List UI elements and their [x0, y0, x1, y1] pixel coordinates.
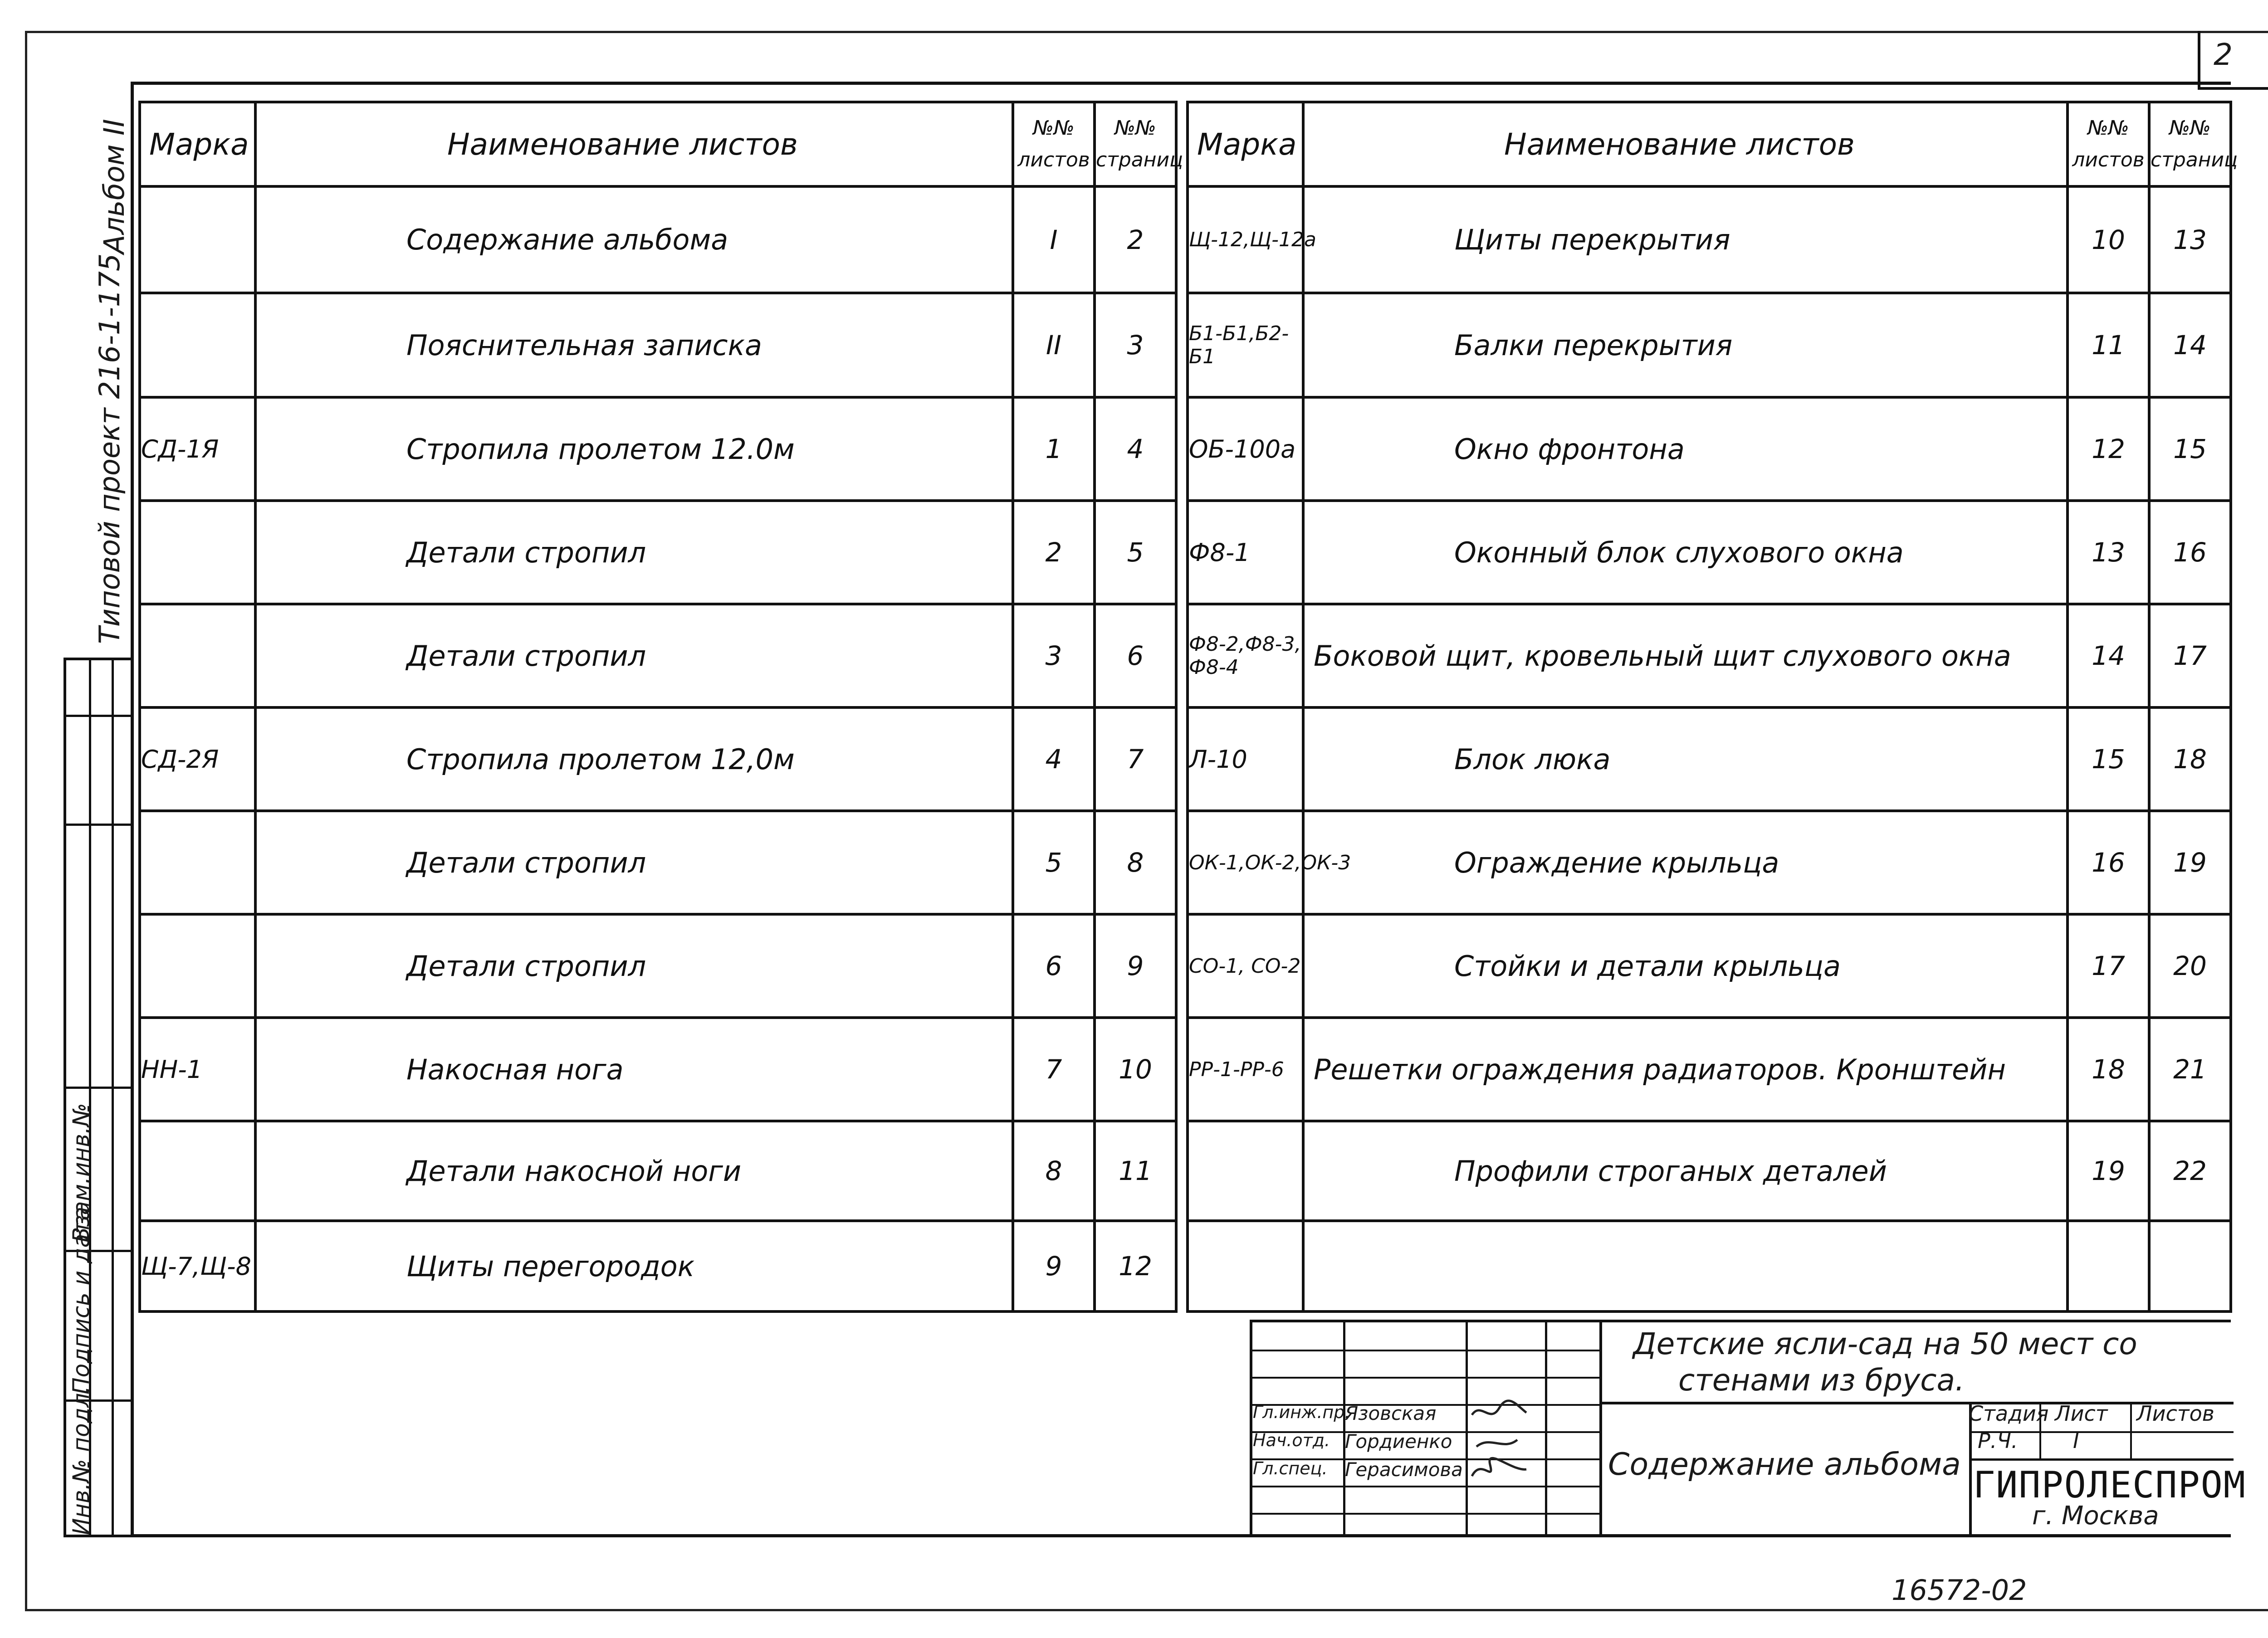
- row-mark: [140, 186, 255, 293]
- row-sheet-number: 6: [1013, 914, 1095, 1018]
- row-mark: [140, 811, 255, 914]
- row-mark: [140, 604, 255, 707]
- row-name: Окно фронтона: [1303, 397, 2068, 501]
- row-page-number: 21: [2149, 1018, 2231, 1121]
- person-name: Гордиенко: [1345, 1430, 1452, 1453]
- table-row: [1188, 1018, 2231, 1121]
- row-page-number: 16: [2149, 501, 2231, 604]
- row-mark: [140, 1121, 255, 1221]
- table-row: [140, 293, 1176, 397]
- sheet-label: Лист: [2055, 1401, 2108, 1426]
- row-sheet-number: 7: [1013, 1018, 1095, 1121]
- name-header: Наименование листов: [1303, 102, 2068, 186]
- row-page-number: 19: [2149, 811, 2231, 914]
- page-number: 2: [2214, 37, 2233, 72]
- row-name: Оконный блок слухового окна: [1303, 501, 2068, 604]
- row-page-number: 9: [1095, 914, 1176, 1018]
- row-sheet-number: 16: [2068, 811, 2149, 914]
- table-row: [1188, 186, 2231, 293]
- row-page-number: 7: [1095, 707, 1176, 811]
- table-row: [140, 397, 1176, 501]
- row-name: Блок люка: [1303, 707, 2068, 811]
- row-page-number: 20: [2149, 914, 2231, 1018]
- table-row: [140, 707, 1176, 811]
- row-mark: Б1-Б1,Б2-Б1: [1188, 293, 1303, 397]
- row-mark: [1188, 1221, 1303, 1311]
- row-sheet-number: 3: [1013, 604, 1095, 707]
- project-label: Типовой проект 216-1-175: [93, 253, 126, 644]
- table-row: [140, 1121, 1176, 1221]
- page-no-header: №№ страниц: [2149, 102, 2231, 186]
- person-name: Герасимова: [1345, 1458, 1463, 1481]
- archive-number: 16572-02: [1892, 1574, 2027, 1607]
- row-mark: РР-1-РР-6: [1188, 1018, 1303, 1121]
- row-mark: СО-1, СО-2: [1188, 914, 1303, 1018]
- row-sheet-number: 18: [2068, 1018, 2149, 1121]
- row-sheet-number: 5: [1013, 811, 1095, 914]
- table-row: [140, 501, 1176, 604]
- object-title-line1: Детские ясли-сад на 50 мест со: [1633, 1326, 2137, 1361]
- sheets-label: Листов: [2136, 1401, 2214, 1426]
- row-mark: СД-2Я: [140, 707, 255, 811]
- stage-value: Р.Ч.: [1978, 1428, 2018, 1453]
- row-page-number: 8: [1095, 811, 1176, 914]
- row-name: Щиты перегородок: [255, 1221, 1013, 1311]
- row-name: Профили строганых деталей: [1303, 1121, 2068, 1221]
- table-row: [1188, 397, 2231, 501]
- row-name: Детали стропил: [255, 914, 1013, 1018]
- replacement-inv-label: Взам.инв.№: [68, 1103, 94, 1243]
- row-mark: [1188, 1121, 1303, 1221]
- sheet-no-header: №№ листов: [1013, 102, 1095, 186]
- contents-table-right: [1186, 101, 2238, 1313]
- person-role: Нач.отд.: [1253, 1430, 1330, 1450]
- row-sheet-number: 13: [2068, 501, 2149, 604]
- row-mark: Л-10: [1188, 707, 1303, 811]
- table-row: [1188, 707, 2231, 811]
- row-mark: Щ-12,Щ-12а: [1188, 186, 1303, 293]
- row-page-number: 4: [1095, 397, 1176, 501]
- row-name: Накосная нога: [255, 1018, 1013, 1121]
- inv-original-label: Инв.№ подл.: [68, 1385, 94, 1535]
- organization-city: г. Москва: [2032, 1501, 2159, 1531]
- row-sheet-number: I: [1013, 186, 1095, 293]
- row-page-number: 18: [2149, 707, 2231, 811]
- row-sheet-number: 19: [2068, 1121, 2149, 1221]
- table-row: [1188, 811, 2231, 914]
- table-row: [140, 1018, 1176, 1121]
- mark-header: Марка: [140, 102, 255, 186]
- person-role: Гл.спец.: [1253, 1458, 1328, 1478]
- person-name: Язовская: [1345, 1402, 1437, 1424]
- signature-date-label: Подпись и дата: [68, 1206, 94, 1394]
- row-mark: Щ-7,Щ-8: [140, 1221, 255, 1311]
- row-name: Балки перекрытия: [1303, 293, 2068, 397]
- row-page-number: 5: [1095, 501, 1176, 604]
- row-name: Детали стропил: [255, 604, 1013, 707]
- sheet-no-header: №№ листов: [2068, 102, 2149, 186]
- row-name: Ограждение крыльца: [1303, 811, 2068, 914]
- row-sheet-number: 9: [1013, 1221, 1095, 1311]
- signatures: [1463, 1397, 1535, 1487]
- row-name: Стропила пролетом 12.0м: [255, 397, 1013, 501]
- row-mark: Ф8-1: [1188, 501, 1303, 604]
- row-sheet-number: 11: [2068, 293, 2149, 397]
- table-row: [140, 914, 1176, 1018]
- table-row: [1188, 501, 2231, 604]
- table-row: [1188, 1221, 2231, 1311]
- row-mark: НН-1: [140, 1018, 255, 1121]
- row-name: Содержание альбома: [255, 186, 1013, 293]
- row-name: Стойки и детали крыльца: [1303, 914, 2068, 1018]
- row-sheet-number: 17: [2068, 914, 2149, 1018]
- row-mark: [140, 293, 255, 397]
- sheet-value: I: [2073, 1428, 2079, 1453]
- person-role: Гл.инж.пр.: [1253, 1402, 1350, 1422]
- row-name: Детали стропил: [255, 811, 1013, 914]
- row-sheet-number: 12: [2068, 397, 2149, 501]
- row-page-number: 3: [1095, 293, 1176, 397]
- row-sheet-number: 10: [2068, 186, 2149, 293]
- row-name: [1303, 1221, 2068, 1311]
- row-page-number: 14: [2149, 293, 2231, 397]
- page-number-box: [2198, 31, 2268, 90]
- table-row: [1188, 914, 2231, 1018]
- contents-table-left: [138, 101, 1183, 1313]
- row-page-number: 12: [1095, 1221, 1176, 1311]
- sheet-title: Содержание альбома: [1608, 1447, 1961, 1482]
- row-page-number: [2149, 1221, 2231, 1311]
- row-mark: Ф8-2,Ф8-3, Ф8-4: [1188, 604, 1303, 707]
- row-mark: [140, 501, 255, 604]
- row-sheet-number: 15: [2068, 707, 2149, 811]
- row-page-number: 13: [2149, 186, 2231, 293]
- row-page-number: 15: [2149, 397, 2231, 501]
- row-page-number: 6: [1095, 604, 1176, 707]
- row-mark: СД-1Я: [140, 397, 255, 501]
- mark-header: Марка: [1188, 102, 1303, 186]
- row-sheet-number: 2: [1013, 501, 1095, 604]
- page-no-header: №№ страниц: [1095, 102, 1176, 186]
- table-row: [140, 1221, 1176, 1311]
- row-mark: ОБ-100а: [1188, 397, 1303, 501]
- row-name: Пояснительная записка: [255, 293, 1013, 397]
- row-sheet-number: 8: [1013, 1121, 1095, 1221]
- row-name: Решетки ограждения радиаторов. Кронштейн: [1303, 1018, 2068, 1121]
- row-sheet-number: 4: [1013, 707, 1095, 811]
- row-page-number: 2: [1095, 186, 1176, 293]
- stage-label: Стадия: [1969, 1401, 2049, 1426]
- row-name: Детали стропил: [255, 501, 1013, 604]
- row-page-number: 22: [2149, 1121, 2231, 1221]
- row-page-number: 11: [1095, 1121, 1176, 1221]
- row-sheet-number: 1: [1013, 397, 1095, 501]
- row-name: Боковой щит, кровельный щит слухового окна: [1303, 604, 2068, 707]
- row-mark: [140, 914, 255, 1018]
- table-row: [140, 604, 1176, 707]
- row-name: Стропила пролетом 12,0м: [255, 707, 1013, 811]
- table-row: [140, 811, 1176, 914]
- row-mark: ОК-1,ОК-2,ОК-3: [1188, 811, 1303, 914]
- object-title-line2: стенами из бруса.: [1678, 1363, 1965, 1398]
- table-row: [1188, 1121, 2231, 1221]
- organization-name: ГИПРОЛЕСПРОМ: [1973, 1464, 2246, 1506]
- row-sheet-number: 14: [2068, 604, 2149, 707]
- row-name: Детали накосной ноги: [255, 1121, 1013, 1221]
- table-row: [1188, 604, 2231, 707]
- name-header: Наименование листов: [255, 102, 1013, 186]
- row-page-number: 10: [1095, 1018, 1176, 1121]
- table-row: [1188, 293, 2231, 397]
- row-sheet-number: II: [1013, 293, 1095, 397]
- row-sheet-number: [2068, 1221, 2149, 1311]
- row-name: Щиты перекрытия: [1303, 186, 2068, 293]
- table-row: [140, 186, 1176, 293]
- album-label: Альбом II: [98, 119, 131, 254]
- row-page-number: 17: [2149, 604, 2231, 707]
